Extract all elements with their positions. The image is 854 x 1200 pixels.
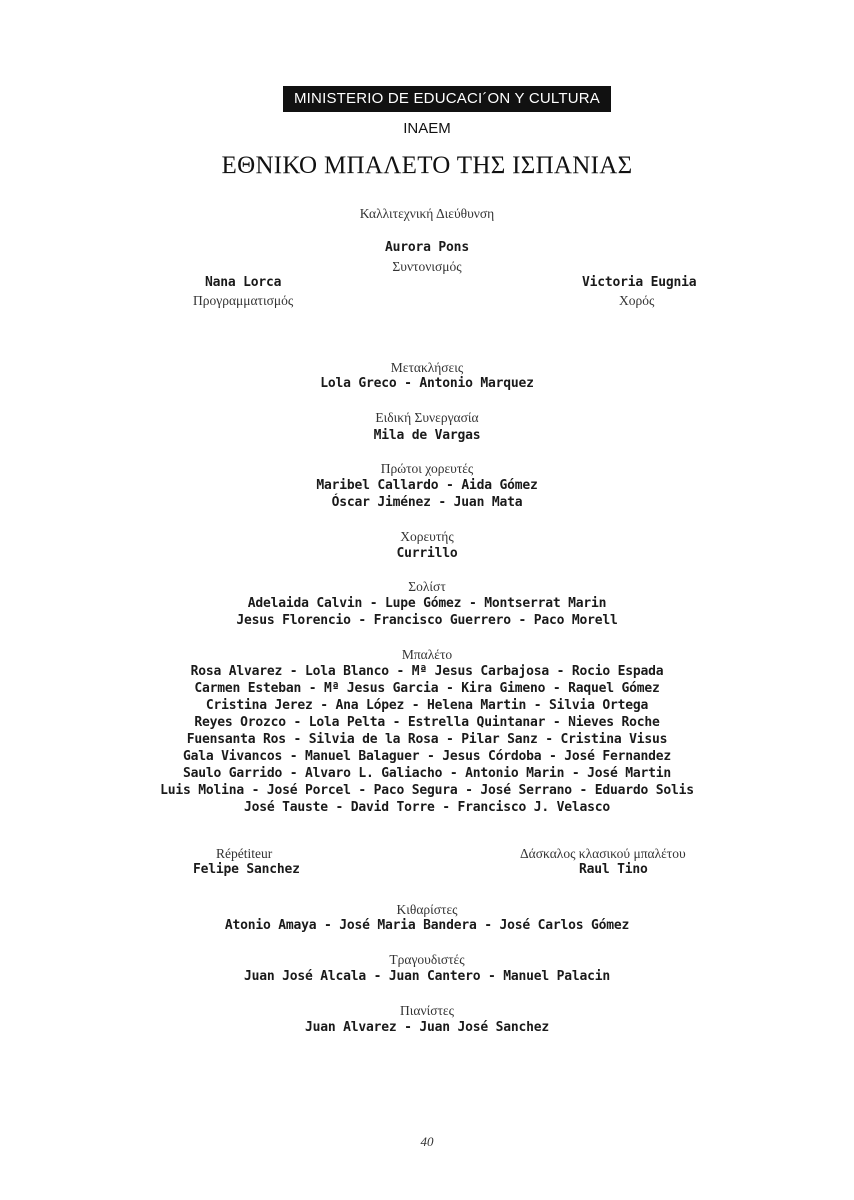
page-title: ΕΘΝΙΚΟ ΜΠΑΛΕΤΟ ΤΗΣ ΙΣΠΑΝΙΑΣ — [221, 152, 633, 179]
musician-role: Κιθαρίστες — [396, 902, 458, 917]
section-line: Jesus Florencio - Francisco Guerrero - Paco Morell — [236, 613, 618, 628]
section-role: Πρώτοι χορευτές — [380, 461, 474, 476]
programming-role: Προγραμματισμός — [193, 293, 294, 308]
direction-role: Καλλιτεχνική Διεύθυνση — [359, 206, 495, 221]
section-line: Adelaida Calvin - Lupe Gómez - Montserrat Marin — [247, 596, 607, 611]
musician-line: Juan Alvarez - Juan José Sanchez — [304, 1020, 550, 1035]
dance-name: Victoria Eugnia — [582, 275, 697, 290]
repetiteur-role: Répétiteur — [216, 846, 273, 861]
institute-name: INAEM — [403, 120, 451, 137]
programming-name: Nana Lorca — [205, 275, 282, 290]
section-line: Fuensanta Ros - Silvia de la Rosa - Pilar Sanz - Cristina Visus — [186, 732, 668, 747]
section-line: Carmen Esteban - Mª Jesus Garcia - Kira Gimeno - Raquel Gómez — [194, 681, 660, 696]
section-role: Σολίστ — [408, 579, 446, 594]
section-line: Rosa Alvarez - Lola Blanco - Mª Jesus Carbajosa - Rocio Espada — [190, 664, 664, 679]
section-line: Currillo — [396, 546, 458, 561]
section-line: Reyes Orozco - Lola Pelta - Estrella Quintanar - Nieves Roche — [194, 715, 660, 730]
section-line: Cristina Jerez - Ana López - Helena Martin - Silvia Ortega — [205, 698, 649, 713]
section-line: Saulo Garrido - Alvaro L. Galiacho - Antonio Marin - José Martin — [182, 766, 672, 781]
section-role: Μπαλέτο — [401, 647, 453, 662]
section-line: Maribel Callardo - Aida Gómez — [316, 478, 538, 493]
section-line: Óscar Jiménez - Juan Mata — [331, 495, 523, 510]
section-line: Mila de Vargas — [373, 428, 481, 443]
ministry-banner: MINISTERIO DE EDUCACI´ON Y CULTURA — [283, 86, 611, 112]
section-line: Lola Greco - Antonio Marquez — [320, 376, 534, 391]
ballet-teacher-role: Δάσκαλος κλασικού μπαλέτου — [520, 846, 686, 861]
musician-line: Atonio Amaya - José Maria Bandera - José Carlos Gómez — [224, 918, 630, 933]
section-line: Luis Molina - José Porcel - Paco Segura - José Serrano - Eduardo Solis — [160, 783, 694, 798]
page-number: 40 — [420, 1134, 434, 1149]
section-role: Χορευτής — [400, 529, 454, 544]
musician-role: Πιανίστες — [400, 1003, 454, 1018]
coordinator-role: Συντονισμός — [392, 259, 462, 274]
section-line: Gala Vivancos - Manuel Balaguer - Jesus Córdoba - José Fernandez — [182, 749, 672, 764]
section-role: Μετακλήσεις — [390, 360, 464, 375]
section-role: Ειδική Συνεργασία — [375, 410, 479, 425]
coordinator-name: Aurora Pons — [385, 240, 469, 255]
musician-role: Τραγουδιστές — [389, 952, 465, 967]
section-line: José Tauste - David Torre - Francisco J. Velasco — [243, 800, 611, 815]
ballet-teacher-name: Raul Tino — [579, 862, 648, 877]
dance-role: Χορός — [619, 293, 655, 308]
repetiteur-name: Felipe Sanchez — [193, 862, 300, 877]
musician-line: Juan José Alcala - Juan Cantero - Manuel Palacin — [243, 969, 611, 984]
